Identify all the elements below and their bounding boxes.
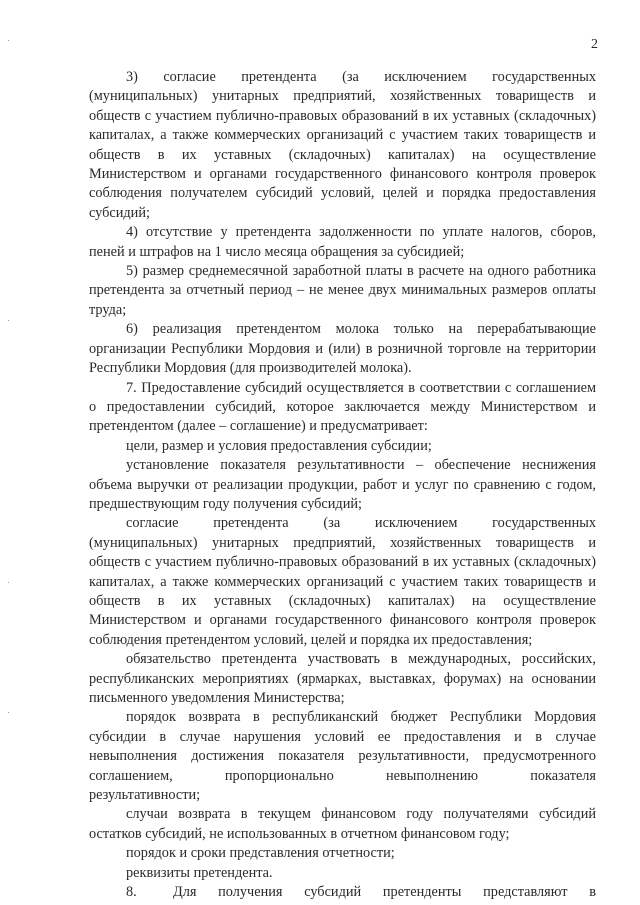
paragraph-goals: цели, размер и условия предоставления субсидии; bbox=[126, 437, 432, 454]
document-body bbox=[89, 68, 596, 902]
scan-mark bbox=[8, 320, 9, 321]
paragraph-refund-cases: случаи возврата в текущем финансовом году получателями субсидий остатков субсидий, не использованных в отчетном финансовом году; bbox=[89, 806, 596, 842]
paragraph-refund-procedure: порядок возврата в республиканский бюджет Республики Мордовия субсидии в случае нарушения условий ее предоставления и в случае невыполнения достижения показателя результативности, предусмотренного соглашением, пропорционально невыполнению показателя результативности; bbox=[89, 709, 596, 804]
paragraph-requisites: реквизиты претендента. bbox=[126, 864, 273, 881]
paragraph-consent: согласие претендента (за исключением государственных (муниципальных) унитарных предприятий, хозяйственных товариществ и обществ с участием публично-правовых образований в их уставных (складочных) капиталах, а также коммерческих организаций с участием таких товариществ и обществ в их уставных (складочных) капиталах) на осуществление Министерством и органами государственного финансового контроля проверок соблюдения претендентом условий, целей и порядка их предоставления; bbox=[89, 515, 596, 648]
paragraph-obligation: обязательство претендента участвовать в международных, российских, республиканских мероприятиях (ярмарках, выставках, форумах) на основании письменного уведомления Министерства; bbox=[89, 651, 596, 706]
page-number: 2 bbox=[591, 37, 598, 52]
paragraph-section-8: 8. Для получения субсидий претенденты представляют в bbox=[126, 884, 596, 901]
scan-mark bbox=[8, 40, 9, 41]
paragraph-item-3-consent: 3) согласие претендента (за исключением государственных (муниципальных) унитарных предприятий, хозяйственных товариществ и обществ с участием публично-правовых образований в их уставных (складочных) капиталах, а также коммерческих организаций с участием таких товариществ и обществ в их уставных (складочных) капиталах) на осуществление Министерством и органами государственного финансового контроля проверок соблюдения получателем субсидий условий, целей и порядка предоставления субсидий; bbox=[89, 69, 596, 221]
paragraph-performance-indicator: установление показателя результативности – обеспечение неснижения объема выручки от реализации продукции, работ и услуг по сравнению с годом, предшествующим году получения субсидий; bbox=[89, 457, 596, 512]
paragraph-item-6-milk-sales: 6) реализация претендентом молока только на перерабатывающие организации Республики Мордовия и (или) в розничной торговле на территории Республики Мордовия (для производителей молока). bbox=[89, 321, 596, 377]
paragraph-item-5-salary: 5) размер среднемесячной заработной платы в расчете на одного работника претендента за отчетный период – не менее двух минимальных размеров оплаты труда; bbox=[89, 263, 596, 318]
paragraph-section-7: 7. Предоставление субсидий осуществляется в соответствии с соглашением о предоставлении субсидий, которое заключается между Министерством и претендентом (далее – соглашение) и предусматривает: bbox=[89, 379, 596, 435]
scan-mark bbox=[8, 712, 9, 713]
paragraph-item-4-no-debt: 4) отсутствие у претендента задолженности по уплате налогов, сборов, пеней и штрафов на 1 число месяца обращения за субсидией; bbox=[89, 224, 596, 260]
scan-mark bbox=[8, 582, 9, 583]
paragraph-reporting: порядок и сроки представления отчетности; bbox=[126, 845, 395, 862]
